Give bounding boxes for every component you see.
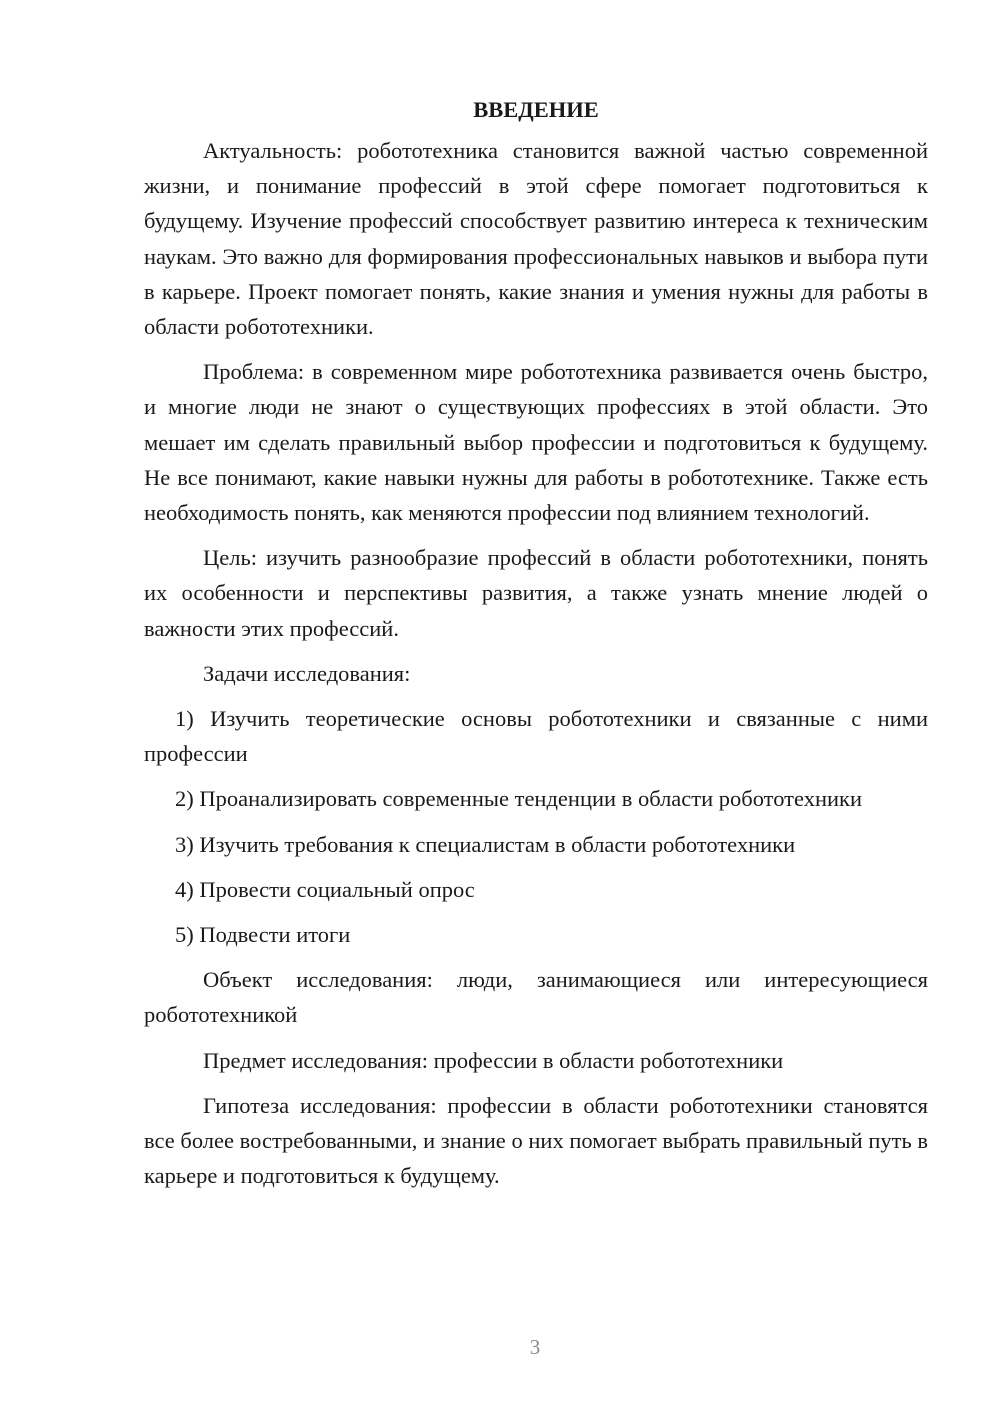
task-item-1: 1) Изучить теоретические основы робототехники и связанные с ними профессии <box>144 706 928 767</box>
page-title: ВВЕДЕНИЕ <box>473 97 599 122</box>
tasks-heading: Задачи исследования: <box>203 660 411 686</box>
paragraph-relevance: Актуальность: робототехника становится важной частью современной жизни, и понимание профессий в этой сфере помогает подготовиться к будущему. Изучение профессий способствует развитию интереса к техническим наукам. Это важно для формирования профессиональных навыков и выбора пути в карьере. Проект помогает понять, какие знания и умения нужны для работы в области робототехники. <box>144 138 928 340</box>
paragraph-object: Объект исследования: люди, занимающиеся или интересующиеся робототехникой <box>144 967 928 1028</box>
paragraph-hypothesis: Гипотеза исследования: профессии в области робототехники становятся все более востребованными, и знание о них помогает выбрать правильный путь в карьере и подготовиться к будущему. <box>144 1092 928 1189</box>
paragraph-problem: Проблема: в современном мире робототехника развивается очень быстро, и многие люди не знают о существующих профессиях в этой области. Это мешает им сделать правильный выбор профессии и подготовиться к будущему. Не все понимают, какие навыки нужны для работы в робототехнике. Также есть необходимость понять, как меняются профессии под влиянием технологий. <box>144 359 928 526</box>
paragraph-goal: Цель: изучить разнообразие профессий в области робототехники, понять их особенности и перспективы развития, а также узнать мнение людей о важности этих профессий. <box>144 545 928 641</box>
task-item-2: 2) Проанализировать современные тенденции в области робототехники <box>175 786 862 812</box>
paragraph-subject: Предмет исследования: профессии в области робототехники <box>203 1047 784 1073</box>
page-number: 3 <box>529 1335 541 1359</box>
task-item-5: 5) Подвести итоги <box>175 922 351 948</box>
task-item-4: 4) Провести социальный опрос <box>175 876 475 902</box>
document-page <box>144 92 928 1203</box>
task-item-3: 3) Изучить требования к специалистам в области робототехники <box>175 831 796 857</box>
